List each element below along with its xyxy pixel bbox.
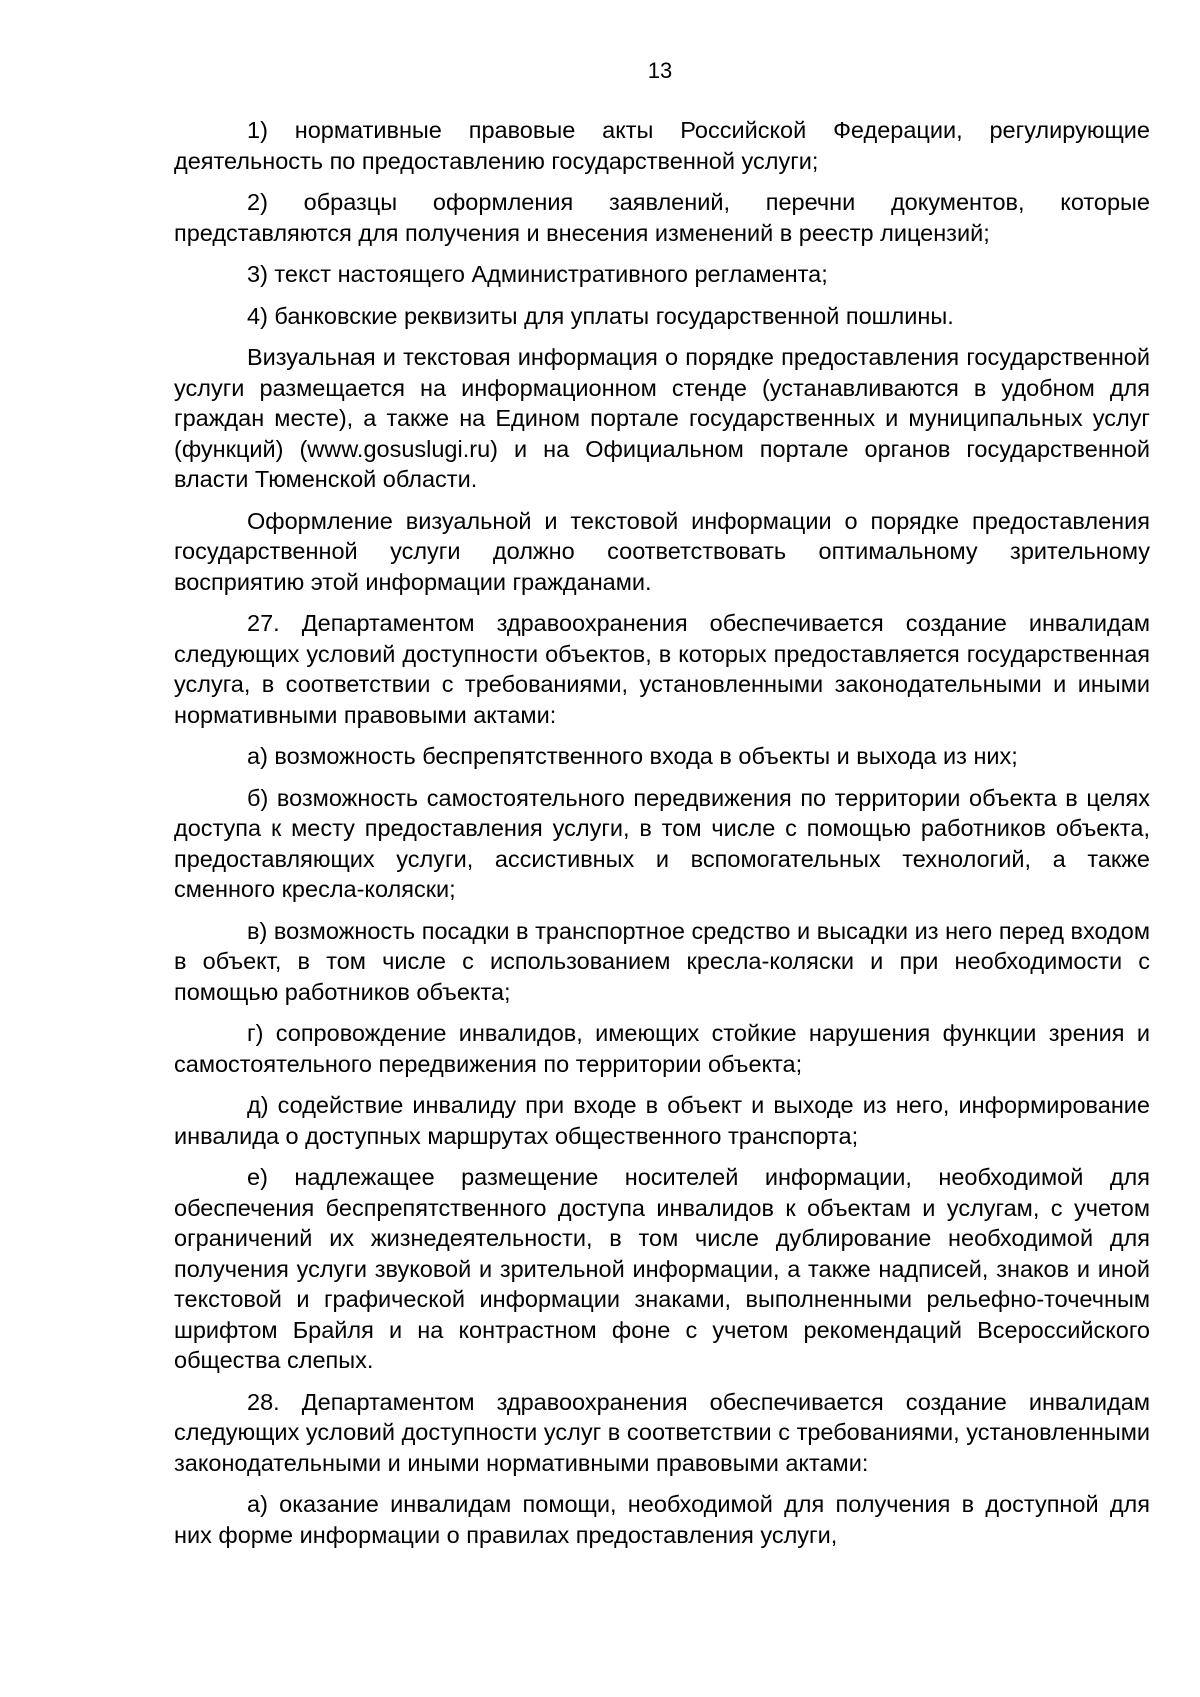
paragraph-3: 3) текст настоящего Административного регламента; [247,261,828,287]
page-number: 13 [647,58,673,83]
paragraph-visual-info: Визуальная и текстовая информация о порядке предоставления государственной услуги размещается на информационном стенде (устанавливаются в удобном для граждан месте), а также на Едином портале государственных и муниципальных услуг (функций) (www.gosuslugi.ru) и на Официальном портале органов государственной власти Тюменской области. [174,344,1150,492]
paragraph-27-d: д) содействие инвалиду при входе в объект и выходе из него, информирование инвалида о доступных маршрутах общественного транспорта; [174,1092,1150,1149]
document-body [174,115,1150,1561]
paragraph-27-a: а) возможность беспрепятственного входа в объекты и выхода из них; [247,743,1018,769]
paragraph-28: 28. Департаментом здравоохранения обеспечивается создание инвалидам следующих условий доступности услуг в соответствии с требованиями, установленными законодательными и иными нормативными правовыми актами: [174,1388,1150,1476]
paragraph-27-v: в) возможность посадки в транспортное средство и высадки из него перед входом в объект, в том числе с использованием кресла-коляски и при необходимости с помощью работников объекта; [174,917,1150,1005]
paragraph-2: 2) образцы оформления заявлений, перечни документов, которые представляются для получения и внесения изменений в реестр лицензий; [174,189,1150,246]
paragraph-1: 1) нормативные правовые акты Российской Федерации, регулирующие деятельность по предоставлению государственной услуги; [174,117,1150,174]
paragraph-4: 4) банковские реквизиты для уплаты государственной пошлины. [247,302,954,329]
paragraph-27-e: е) надлежащее размещение носителей информации, необходимой для обеспечения беспрепятственного доступа инвалидов к объектам и услугам, с учетом ограничений их жизнедеятельности, в том числе дублирование необходимой для получения услуги звуковой и зрительной информации, а также надписей, знаков и иной текстовой и графической информации знаками, выполненными рельефно-точечным шрифтом Брайля и на контрастном фоне с учетом рекомендаций Всероссийского общества слепых. [174,1164,1150,1373]
paragraph-28-a: а) оказание инвалидам помощи, необходимой для получения в доступной для них форме информации о правилах предоставления услуги, [174,1491,1150,1548]
paragraph-visual-design: Оформление визуальной и текстовой информации о порядке предоставления государственной услуги должно соответствовать оптимальному зрительному восприятию этой информации гражданами. [174,507,1150,595]
paragraph-27-b: б) возможность самостоятельного передвижения по территории объекта в целях доступа к месту предоставления услуги, в том числе с помощью работников объекта, предоставляющих услуги, ассистивных и вспомогательных технологий, а также сменного кресла-коляски; [174,784,1150,902]
paragraph-27: 27. Департаментом здравоохранения обеспечивается создание инвалидам следующих условий доступности объектов, в которых предоставляется государственная услуга, в соответствии с требованиями, установленными законодательными и иными нормативными правовыми актами: [174,610,1150,728]
paragraph-27-g: г) сопровождение инвалидов, имеющих стойкие нарушения функции зрения и самостоятельного передвижения по территории объекта; [174,1020,1150,1077]
